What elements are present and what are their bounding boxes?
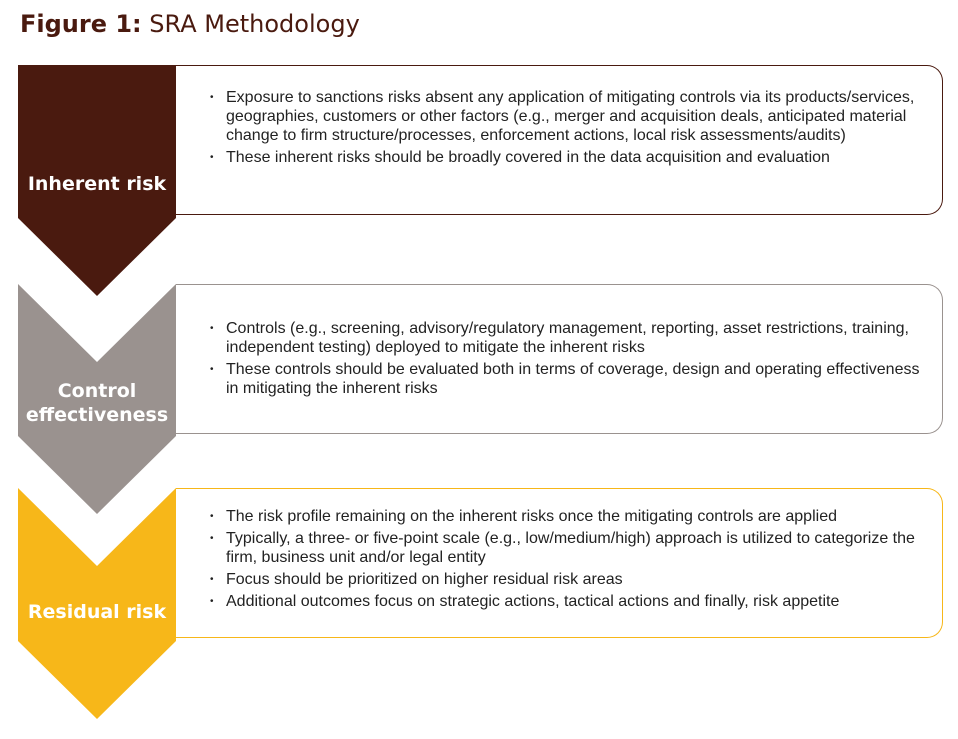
residual-risk-bullets <box>176 489 942 611</box>
bullet-item: • Additional outcomes focus on strategic actions, tactical actions and finally, risk appetite <box>208 592 942 611</box>
figure-title-text: SRA Methodology <box>149 10 360 38</box>
inherent-risk-bullets <box>176 66 942 167</box>
bullet-item: • The risk profile remaining on the inherent risks once the mitigating controls are applied <box>208 507 942 526</box>
control-effectiveness-box <box>176 284 943 434</box>
stage-label-control-effectiveness: Control effectiveness <box>25 380 169 426</box>
stage-label-inherent-risk: Inherent risk <box>27 173 167 195</box>
figure-number: Figure 1: <box>20 10 142 38</box>
bullet-item: • These inherent risks should be broadly covered in the data acquisition and evaluation <box>208 148 942 167</box>
residual-risk-box <box>176 488 943 638</box>
stage-label-residual-risk: Residual risk <box>27 601 167 623</box>
bullet-item: • These controls should be evaluated both in terms of coverage, design and operating effectiveness in mitigating the inherent risks <box>208 360 942 398</box>
bullet-item: • Typically, a three- or five-point scale (e.g., low/medium/high) approach is utilized to categorize the firm, business unit and/or legal entity <box>208 529 942 567</box>
bullet-item: • Controls (e.g., screening, advisory/regulatory management, reporting, asset restrictions, training, independent testing) deployed to mitigate the inherent risks <box>208 319 942 357</box>
bullet-item: • Exposure to sanctions risks absent any application of mitigating controls via its products/services, geographies, customers or other factors (e.g., merger and acquisition deals, anticipated material change to firm structure/processes, enforcement actions, local risk assessments/audits) <box>208 88 942 145</box>
bullet-item: • Focus should be prioritized on higher residual risk areas <box>208 570 942 589</box>
control-effectiveness-bullets <box>176 285 942 398</box>
inherent-risk-box <box>176 65 943 215</box>
